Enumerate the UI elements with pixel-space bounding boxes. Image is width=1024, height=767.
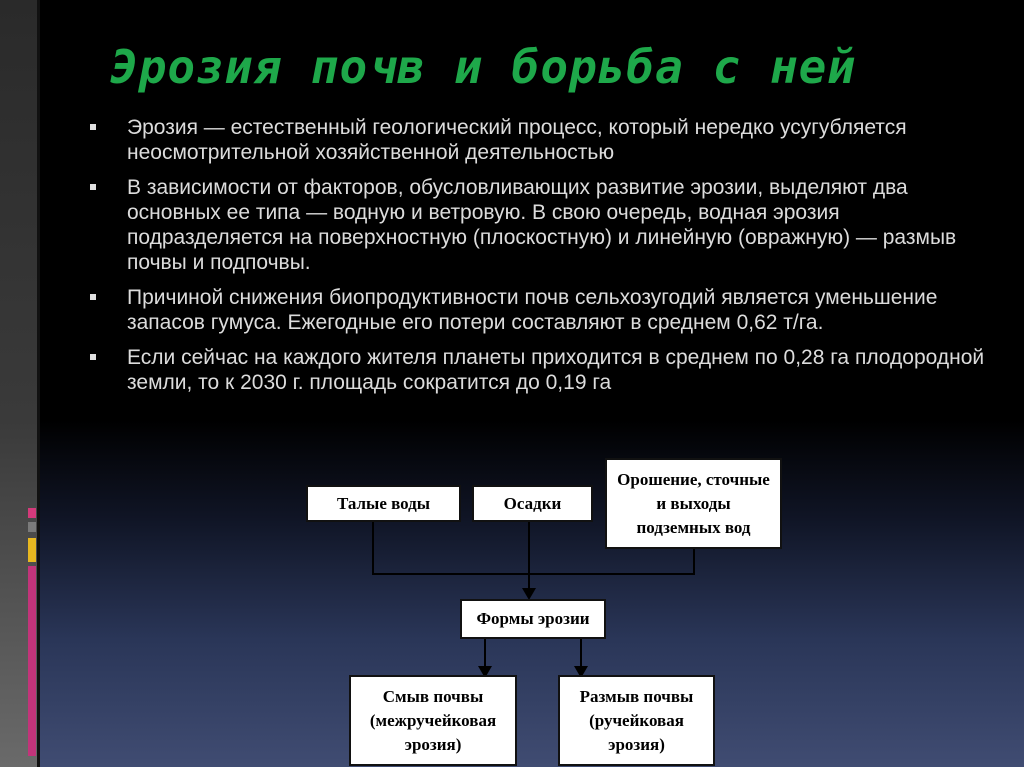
box-label: (межручейковая (369, 710, 497, 730)
box-label: Формы эрозии (476, 609, 590, 628)
box-label: Талые воды (336, 493, 431, 513)
connector-line (372, 520, 374, 574)
box-sheet-wash (349, 675, 517, 766)
box-label: эрозия) (608, 734, 665, 754)
connector-line (693, 547, 695, 574)
connector-line (372, 573, 695, 575)
box-rill-erosion (558, 675, 715, 766)
slide-title: Эрозия почв и борьба с ней (110, 40, 857, 94)
bullet-text: В зависимости от факторов, обусловливающих развитие эрозии, выделяют два основных ее типа — водную и ветровую. В свою очередь, водная эрозия подразделяется на поверхностную (плоскостную) и линейную (овражную) — размыв почвы и подпочвы. (127, 176, 957, 274)
box-label: Размыв почвы (579, 686, 694, 706)
box-erosion-forms (460, 599, 606, 639)
box-label: подземных вод (636, 517, 751, 537)
box-label: Смыв почвы (382, 686, 484, 706)
box-irrigation (605, 458, 782, 549)
box-label: эрозия) (404, 734, 462, 754)
box-label: Осадки (503, 493, 562, 513)
box-melt-water (306, 485, 461, 522)
bullet-text: Если сейчас на каждого жителя планеты приходится в среднем по 0,28 га плодородной земли, то к 2030 г. площадь сократится до 0,19 га (127, 346, 985, 394)
bullet-text: Причиной снижения биопродуктивности почв сельхозугодий является уменьшение запасов гумуса. Ежегодные его потери составляют в среднем 0,62 т/га. (127, 286, 938, 334)
box-precipitation (472, 485, 593, 522)
connector-line (528, 520, 530, 574)
box-label: (ручейковая (589, 710, 684, 730)
bullet-text: Эрозия — естественный геологический процесс, который нередко усугубляется неосмотрительной хозяйственной деятельностью (127, 116, 907, 164)
box-label: и выходы (656, 493, 731, 513)
box-label: Орошение, сточные (617, 469, 770, 489)
